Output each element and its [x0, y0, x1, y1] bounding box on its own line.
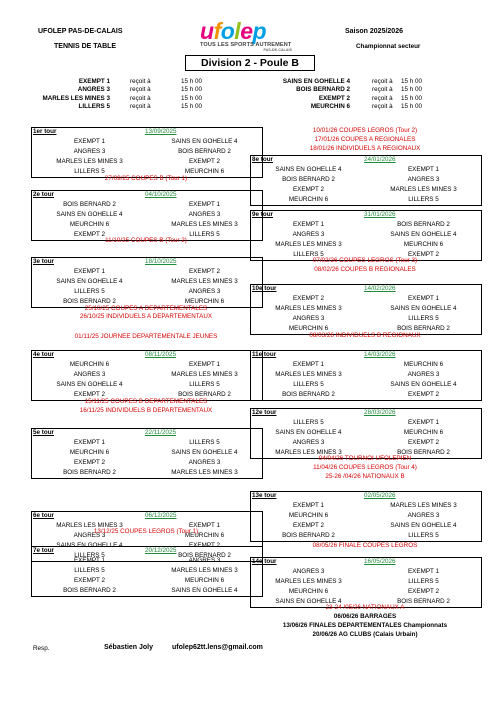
- home-team: MEURCHIN 6: [69, 361, 110, 368]
- fixtures-right-teams: [255, 78, 350, 112]
- home-team: LILLERS 5: [293, 419, 324, 426]
- fixtures-left-time: [181, 78, 202, 112]
- match-row: [32, 137, 262, 147]
- round-box: [31, 546, 263, 597]
- round-header: [32, 429, 262, 438]
- note: 27/09/25 COUPES B (Tour 1): [104, 175, 188, 182]
- away-team: BOIS BERNARD 2: [397, 221, 450, 228]
- fixture-time: 15 h 00: [181, 78, 203, 85]
- round-header: [251, 285, 481, 294]
- match-row: [251, 304, 481, 314]
- round-date: 22/11/2025: [145, 429, 177, 436]
- away-team: MARLES LES MINES 3: [171, 278, 238, 285]
- match-row: [251, 577, 481, 587]
- round-box: [31, 257, 263, 308]
- round-header: [32, 547, 262, 556]
- away-team: LILLERS 5: [189, 231, 220, 238]
- match-row: [251, 314, 481, 324]
- away-team: LILLERS 5: [408, 315, 439, 322]
- home-team: BOIS BERNARD 2: [63, 201, 116, 208]
- match-row: [251, 185, 481, 195]
- fixtures-right-time: [401, 78, 422, 112]
- match-row: [32, 200, 262, 210]
- home-team: BOIS BERNARD 2: [63, 469, 116, 476]
- round-header: [251, 409, 481, 418]
- away-team: EXEMPT 2: [188, 268, 221, 275]
- home-team: SAINS EN GOHELLE 4: [56, 211, 123, 218]
- fixture-team: MARLES LES MINES 3: [42, 94, 110, 102]
- away-team: ANGRES 3: [188, 459, 221, 466]
- away-team: ANGRES 3: [407, 176, 440, 183]
- note: 23-24 /05/26 NATIONAUX A: [325, 604, 405, 611]
- round-label: 14e tour: [252, 558, 277, 565]
- fixture-recoit: reçoit à: [130, 103, 151, 111]
- home-team: LILLERS 5: [74, 552, 105, 559]
- home-team: BOIS BERNARD 2: [282, 176, 335, 183]
- match-row: [251, 175, 481, 185]
- away-team: SAINS EN GOHELLE 4: [171, 587, 238, 594]
- round-date: 24/01/2026: [364, 156, 396, 163]
- note: 08/02/26 COUPES B REGIONALES: [314, 266, 416, 273]
- away-team: BOIS BERNARD 2: [178, 391, 231, 398]
- round-label: 10e tour: [252, 285, 277, 292]
- note: 06/06/26 BARRAGES: [333, 613, 397, 620]
- away-team: MARLES LES MINES 3: [171, 469, 238, 476]
- home-team: SAINS EN GOHELLE 4: [275, 166, 342, 173]
- home-team: MEURCHIN 6: [69, 221, 110, 228]
- home-team: MARLES LES MINES 3: [275, 449, 342, 456]
- resp-email[interactable]: ufolep62tt.lens@gmail.com: [172, 644, 263, 651]
- match-row: [251, 438, 481, 448]
- round-date: 18/10/2025: [145, 258, 177, 265]
- match-row: [251, 511, 481, 521]
- note: 17/01/26 COUPES A REGIONALES: [314, 136, 416, 143]
- fixture-team: EXEMPT 1: [78, 78, 110, 85]
- round-box: [250, 557, 482, 608]
- note: 20/06/26 AG CLUBS (Calais Urbain): [312, 631, 418, 638]
- home-team: MARLES LES MINES 3: [275, 371, 342, 378]
- home-team: EXEMPT 1: [292, 502, 325, 509]
- home-team: SAINS EN GOHELLE 4: [56, 381, 123, 388]
- round-date: 08/11/2025: [145, 351, 177, 358]
- away-team: BOIS BERNARD 2: [178, 148, 231, 155]
- round-label: 7e tour: [33, 547, 54, 554]
- round-box: [31, 190, 263, 241]
- away-team: MEURCHIN 6: [184, 532, 225, 539]
- round-date: 06/12/2025: [145, 512, 177, 519]
- home-team: ANGRES 3: [73, 532, 106, 539]
- round-date: 14/03/2026: [364, 351, 396, 358]
- match-row: [32, 566, 262, 576]
- round-label: 4e tour: [33, 351, 54, 358]
- round-date: 28/03/2026: [364, 409, 396, 416]
- note: 18/01/26 INDIVIDUELS A REGIONAUX: [309, 145, 421, 152]
- away-team: EXEMPT 2: [407, 391, 440, 398]
- fixture-time: 15 h 00: [181, 86, 203, 94]
- home-team: MEURCHIN 6: [288, 588, 329, 595]
- round-label: 2e tour: [33, 191, 54, 198]
- match-row: [251, 380, 481, 390]
- away-team: MEURCHIN 6: [184, 298, 225, 305]
- away-team: EXEMPT 1: [188, 361, 221, 368]
- round-box: [31, 350, 263, 401]
- match-row: [32, 287, 262, 297]
- round-label: 9e tour: [252, 211, 273, 218]
- home-team: SAINS EN GOHELLE 4: [275, 598, 342, 605]
- fixture-recoit: reçoit à: [372, 94, 393, 102]
- match-row: [251, 531, 481, 541]
- fixture-team: SAINS EN GOHELLE 4: [282, 78, 350, 85]
- home-team: EXEMPT 2: [292, 186, 325, 193]
- round-box: [250, 350, 482, 401]
- championship-label: Championnat secteur: [356, 43, 421, 50]
- fixture-team: MEURCHIN 6: [310, 103, 350, 111]
- away-team: MEURCHIN 6: [403, 241, 444, 248]
- fixture-time: 15 h 00: [401, 86, 423, 94]
- home-team: ANGRES 3: [292, 315, 325, 322]
- match-row: [32, 267, 262, 277]
- round-header: [32, 512, 262, 521]
- away-team: EXEMPT 2: [407, 439, 440, 446]
- note: 25-26 /04/26 NATIONAUX B: [325, 473, 405, 480]
- away-team: ANGRES 3: [407, 512, 440, 519]
- round-header: [251, 351, 481, 360]
- match-row: [32, 468, 262, 478]
- match-row: [32, 438, 262, 448]
- away-team: ANGRES 3: [407, 371, 440, 378]
- fixture-recoit: reçoit à: [130, 78, 151, 85]
- fixture-recoit: reçoit à: [372, 103, 393, 111]
- home-team: MARLES LES MINES 3: [275, 305, 342, 312]
- match-row: [32, 458, 262, 468]
- home-team: EXEMPT 1: [73, 268, 106, 275]
- away-team: EXEMPT 1: [407, 568, 440, 575]
- match-row: [251, 220, 481, 230]
- note: 08/03/26 INDIVIDUELS B REGIONAUX: [309, 332, 421, 339]
- home-team: ANGRES 3: [292, 231, 325, 238]
- round-box: [250, 210, 482, 261]
- away-team: EXEMPT 1: [188, 201, 221, 208]
- away-team: EXEMPT 1: [407, 295, 440, 302]
- note: 25/10/25 COUPES A DEPARTEMENTALES: [84, 305, 208, 312]
- home-team: EXEMPT 1: [73, 439, 106, 446]
- home-team: LILLERS 5: [74, 168, 105, 175]
- fixture-recoit: reçoit à: [130, 86, 151, 94]
- away-team: MEURCHIN 6: [403, 361, 444, 368]
- round-label: 1er tour: [33, 128, 57, 135]
- note: 08/05/26 FINALE COUPES LEGROS: [312, 542, 418, 549]
- round-date: 16/05/2026: [364, 558, 396, 565]
- match-row: [251, 195, 481, 205]
- match-row: [251, 294, 481, 304]
- away-team: LILLERS 5: [408, 532, 439, 539]
- round-header: [251, 211, 481, 220]
- home-team: BOIS BERNARD 2: [282, 391, 335, 398]
- fixture-recoit: reçoit à: [372, 86, 393, 94]
- match-row: [32, 277, 262, 287]
- match-row: [251, 230, 481, 240]
- away-team: MEURCHIN 6: [403, 429, 444, 436]
- note: 04/04/26 TOURNOI UFOLEPIEN: [318, 455, 412, 462]
- round-date: 14/02/2026: [364, 285, 396, 292]
- round-box: [250, 408, 482, 459]
- home-team: ANGRES 3: [292, 568, 325, 575]
- home-team: EXEMPT 2: [292, 522, 325, 529]
- away-team: MARLES LES MINES 3: [171, 567, 238, 574]
- round-box: [250, 155, 482, 206]
- match-row: [251, 587, 481, 597]
- match-row: [251, 370, 481, 380]
- home-team: MEURCHIN 6: [288, 196, 329, 203]
- away-team: ANGRES 3: [188, 211, 221, 218]
- away-team: BOIS BERNARD 2: [178, 552, 231, 559]
- away-team: LILLERS 5: [189, 381, 220, 388]
- match-row: [251, 521, 481, 531]
- round-box: [250, 491, 482, 542]
- note: 10/01/26 COUPES LEGROS (Tour 2): [312, 127, 418, 134]
- round-date: 13/09/2025: [145, 128, 177, 135]
- home-team: LILLERS 5: [74, 288, 105, 295]
- away-team: SAINS EN GOHELLE 4: [171, 138, 238, 145]
- home-team: MEURCHIN 6: [288, 325, 329, 332]
- away-team: MEURCHIN 6: [184, 168, 225, 175]
- away-team: MARLES LES MINES 3: [171, 221, 238, 228]
- away-team: LILLERS 5: [408, 578, 439, 585]
- round-header: [32, 258, 262, 267]
- home-team: EXEMPT 1: [292, 221, 325, 228]
- away-team: ANGRES 3: [188, 557, 221, 564]
- round-date: 20/12/2025: [145, 547, 177, 554]
- home-team: EXEMPT 1: [73, 138, 106, 145]
- round-header: [32, 128, 262, 137]
- home-team: MARLES LES MINES 3: [56, 158, 123, 165]
- ufolep-logo: ufolep TOUS LES SPORTS AUTREMENT PAS-DE-CALAIS: [200, 20, 300, 52]
- home-team: MARLES LES MINES 3: [275, 241, 342, 248]
- round-label: 5e tour: [33, 429, 54, 436]
- away-team: EXEMPT 2: [188, 542, 221, 549]
- match-row: [32, 370, 262, 380]
- fixture-team: BOIS BERNARD 2: [296, 86, 350, 94]
- away-team: EXEMPT 1: [188, 522, 221, 529]
- match-row: [251, 428, 481, 438]
- note: 11/10/25 COUPES B (Tour 2): [105, 237, 187, 244]
- round-date: 02/05/2026: [364, 492, 396, 499]
- round-label: 12e tour: [252, 409, 277, 416]
- home-team: EXEMPT 2: [292, 295, 325, 302]
- fixtures-left-recoit: [130, 78, 151, 112]
- division-title: Division 2 - Poule B: [185, 55, 315, 71]
- home-team: EXEMPT 2: [73, 459, 106, 466]
- match-row: [251, 418, 481, 428]
- resp-name: Sébastien Joly: [104, 644, 154, 651]
- note: 07/02/26 COUPES LEGROS (Tour 3): [312, 257, 418, 264]
- match-row: [32, 586, 262, 596]
- home-team: MEURCHIN 6: [69, 449, 110, 456]
- home-team: ANGRES 3: [73, 148, 106, 155]
- away-team: LILLERS 5: [408, 196, 439, 203]
- round-box: [250, 284, 482, 335]
- away-team: SAINS EN GOHELLE 4: [390, 305, 457, 312]
- round-header: [32, 191, 262, 200]
- fixture-time: 15 h 00: [401, 78, 423, 85]
- match-row: [251, 240, 481, 250]
- away-team: MARLES LES MINES 3: [390, 186, 457, 193]
- away-team: LILLERS 5: [189, 439, 220, 446]
- match-row: [32, 147, 262, 157]
- season-label: Saison 2025/2026: [345, 28, 403, 35]
- home-team: LILLERS 5: [293, 251, 324, 258]
- home-team: LILLERS 5: [74, 567, 105, 574]
- round-label: 11e tour: [252, 351, 277, 358]
- fixture-time: 15 h 00: [181, 94, 203, 102]
- note: 15/11/25 COUPES B DEPARTEMENTALES: [84, 398, 208, 405]
- fixture-recoit: reçoit à: [372, 78, 393, 85]
- away-team: EXEMPT 1: [407, 166, 440, 173]
- match-row: [32, 157, 262, 167]
- fixture-time: 15 h 00: [181, 103, 203, 111]
- away-team: SAINS EN GOHELLE 4: [390, 231, 457, 238]
- note: 26/10/25 INDIVIDUELS A DEPARTEMENTAUX: [79, 313, 213, 320]
- round-box: [31, 428, 263, 479]
- away-team: EXEMPT 1: [407, 419, 440, 426]
- match-row: [32, 220, 262, 230]
- home-team: LILLERS 5: [293, 381, 324, 388]
- round-date: 31/01/2026: [364, 211, 396, 218]
- away-team: EXEMPT 2: [407, 251, 440, 258]
- note: 13/12/25 COUPES LEGROS (Tour 1): [93, 528, 199, 535]
- fixture-time: 15 h 00: [401, 103, 423, 111]
- round-label: 6e tour: [33, 512, 54, 519]
- round-header: [32, 351, 262, 360]
- match-row: [251, 165, 481, 175]
- match-row: [32, 576, 262, 586]
- away-team: EXEMPT 2: [407, 588, 440, 595]
- away-team: EXEMPT 2: [188, 158, 221, 165]
- away-team: ANGRES 3: [188, 288, 221, 295]
- home-team: SAINS EN GOHELLE 4: [275, 429, 342, 436]
- away-team: BOIS BERNARD 2: [397, 325, 450, 332]
- home-team: SAINS EN GOHELLE 4: [56, 278, 123, 285]
- home-team: EXEMPT 1: [73, 557, 106, 564]
- fixture-recoit: reçoit à: [130, 94, 151, 102]
- sport-name: TENNIS DE TABLE: [54, 43, 117, 50]
- fixtures-left-teams: [30, 78, 110, 112]
- away-team: MARLES LES MINES 3: [390, 502, 457, 509]
- away-team: BOIS BERNARD 2: [397, 598, 450, 605]
- home-team: BOIS BERNARD 2: [63, 587, 116, 594]
- home-team: BOIS BERNARD 2: [282, 532, 335, 539]
- home-team: BOIS BERNARD 2: [63, 298, 116, 305]
- away-team: SAINS EN GOHELLE 4: [390, 522, 457, 529]
- home-team: ANGRES 3: [73, 371, 106, 378]
- round-label: 3e tour: [33, 258, 54, 265]
- match-row: [251, 390, 481, 400]
- home-team: EXEMPT 2: [73, 231, 106, 238]
- home-team: EXEMPT 2: [73, 391, 106, 398]
- match-row: [32, 380, 262, 390]
- home-team: MARLES LES MINES 3: [275, 578, 342, 585]
- away-team: MEURCHIN 6: [184, 577, 225, 584]
- round-date: 04/10/2025: [145, 191, 177, 198]
- logo-tagline: TOUS LES SPORTS AUTREMENT: [200, 42, 292, 48]
- logo-sub: PAS-DE-CALAIS: [263, 48, 292, 52]
- fixture-team: ANGRES 3: [77, 86, 110, 94]
- round-header: [251, 156, 481, 165]
- home-team: EXEMPT 1: [292, 361, 325, 368]
- match-row: [32, 210, 262, 220]
- away-team: BOIS BERNARD 2: [397, 449, 450, 456]
- fixture-team: EXEMPT 2: [318, 94, 350, 102]
- match-row: [32, 556, 262, 566]
- note: 01/11/25 JOURNEE DEPARTEMENTALE JEUNES: [74, 333, 218, 340]
- fixture-time: 15 h 00: [401, 94, 423, 102]
- match-row: [251, 567, 481, 577]
- note: 13/06/26 FINALES DEPARTEMENTALES Championnats: [282, 622, 448, 629]
- round-header: [251, 492, 481, 501]
- match-row: [251, 501, 481, 511]
- org-name: UFOLEP PAS-DE-CALAIS: [38, 28, 123, 35]
- home-team: MARLES LES MINES 3: [56, 522, 123, 529]
- away-team: SAINS EN GOHELLE 4: [171, 449, 238, 456]
- away-team: SAINS EN GOHELLE 4: [390, 381, 457, 388]
- round-box: [31, 127, 263, 178]
- away-team: MARLES LES MINES 3: [171, 371, 238, 378]
- match-row: [251, 360, 481, 370]
- note: 11/04/26 COUPES LEGROS (Tour 4): [313, 464, 417, 471]
- match-row: [32, 448, 262, 458]
- fixture-team: LILLERS 5: [78, 103, 110, 111]
- note: 16/11/25 INDIVIDUELS B DEPARTEMENTAUX: [79, 407, 213, 414]
- fixtures-right-recoit: [372, 78, 393, 112]
- resp-label: Resp.: [33, 645, 50, 652]
- home-team: EXEMPT 2: [73, 577, 106, 584]
- home-team: ANGRES 3: [292, 439, 325, 446]
- round-label: 13e tour: [252, 492, 277, 499]
- round-label: 8e tour: [252, 156, 273, 163]
- round-header: [251, 558, 481, 567]
- match-row: [32, 360, 262, 370]
- home-team: MEURCHIN 6: [288, 512, 329, 519]
- home-team: SAINS EN GOHELLE 4: [56, 542, 123, 549]
